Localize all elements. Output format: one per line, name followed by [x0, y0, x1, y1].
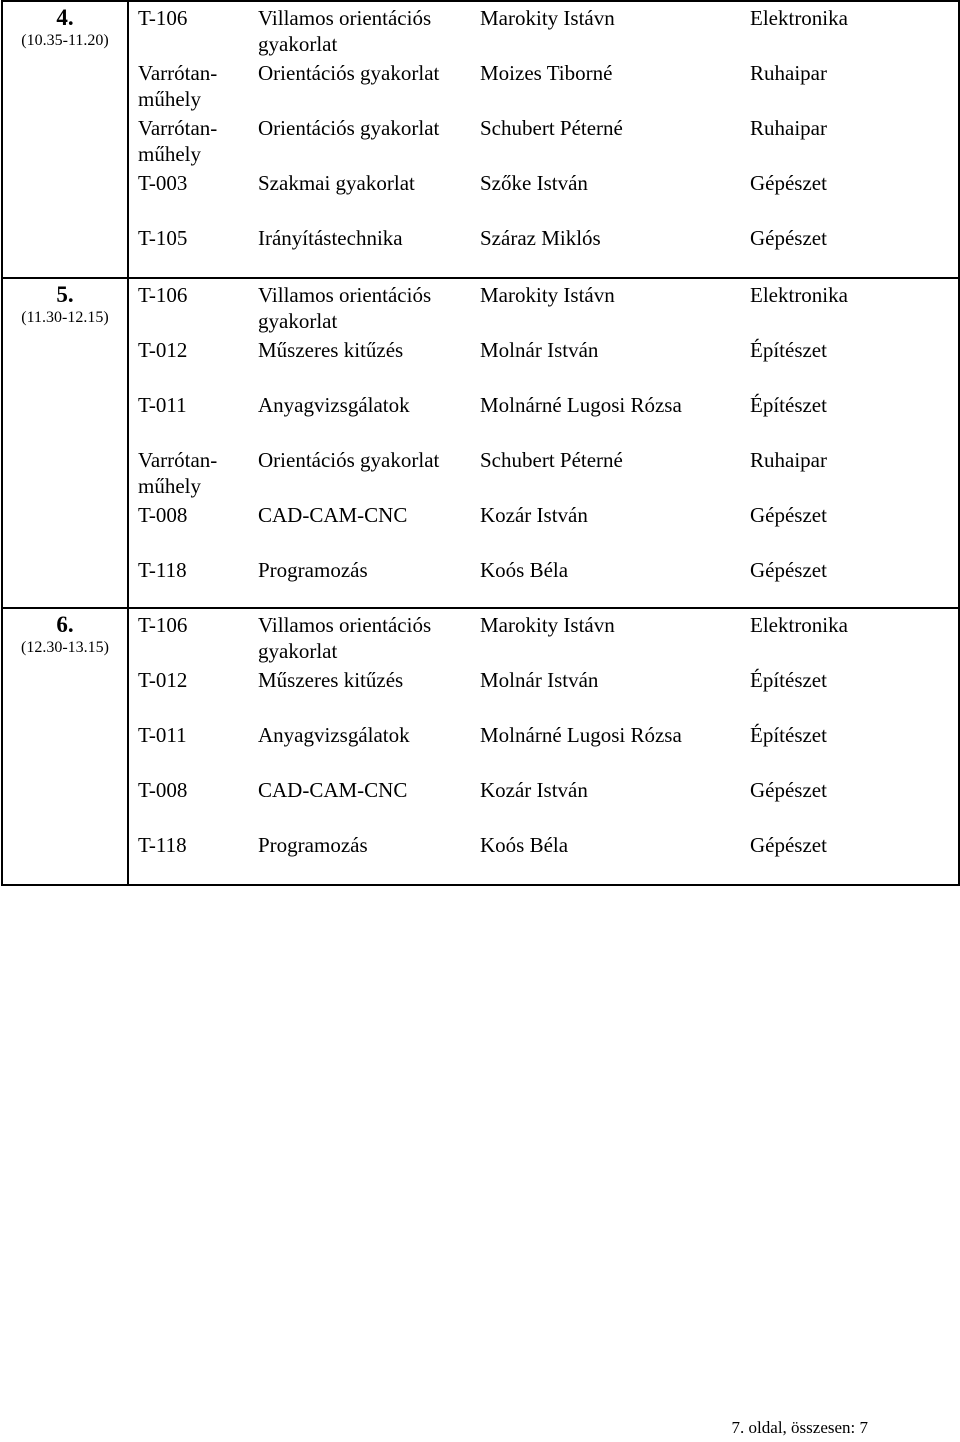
- lesson-cell: [3, 609, 129, 884]
- lesson-number: 5.: [56, 282, 74, 307]
- department-cell: Gépészet: [750, 226, 827, 250]
- teacher-cell: Koós Béla: [480, 833, 569, 857]
- table-row: [129, 222, 958, 277]
- room-cell: Varrótan-műhely: [138, 61, 218, 111]
- department-cell: Elektronika: [750, 613, 848, 637]
- room-cell: T-008: [138, 503, 188, 527]
- subject-cell: Műszeres kitűzés: [258, 338, 404, 362]
- teacher-cell: Schubert Péterné: [480, 448, 623, 472]
- teacher-cell: Molnárné Lugosi Rózsa: [480, 723, 682, 747]
- teacher-cell: Molnárné Lugosi Rózsa: [480, 393, 682, 417]
- schedule-table: [1, 0, 960, 886]
- room-cell: T-118: [138, 558, 187, 582]
- department-cell: Gépészet: [750, 833, 827, 857]
- teacher-cell: Szőke István: [480, 171, 588, 195]
- subject-cell: Programozás: [258, 833, 368, 857]
- department-cell: Építészet: [750, 723, 827, 747]
- subject-cell: Villamos orientációs gyakorlat: [258, 613, 432, 663]
- table-row: [129, 774, 958, 829]
- department-cell: Építészet: [750, 393, 827, 417]
- subject-cell: Anyagvizsgálatok: [258, 393, 410, 417]
- subject-cell: Irányítástechnika: [258, 226, 403, 250]
- table-row: [129, 554, 958, 607]
- department-cell: Gépészet: [750, 171, 827, 195]
- teacher-cell: Kozár István: [480, 503, 588, 527]
- table-row: [129, 57, 958, 112]
- subject-cell: Anyagvizsgálatok: [258, 723, 410, 747]
- lesson-time: (11.30-12.15): [21, 309, 109, 326]
- lesson-number: 6.: [56, 612, 74, 637]
- subject-cell: CAD-CAM-CNC: [258, 503, 408, 527]
- room-cell: T-106: [138, 6, 188, 30]
- subject-cell: Műszeres kitűzés: [258, 668, 404, 692]
- table-row: [129, 664, 958, 719]
- teacher-cell: Molnár István: [480, 338, 599, 362]
- room-cell: T-105: [138, 226, 188, 250]
- department-cell: Gépészet: [750, 778, 827, 802]
- department-cell: Gépészet: [750, 503, 827, 527]
- lesson-block: [3, 2, 958, 277]
- teacher-cell: Kozár István: [480, 778, 588, 802]
- department-cell: Ruhaipar: [750, 61, 827, 85]
- page-footer: 7. oldal, összesen: 7: [731, 1418, 868, 1437]
- room-cell: T-118: [138, 833, 187, 857]
- room-cell: T-106: [138, 613, 188, 637]
- room-cell: T-106: [138, 283, 188, 307]
- table-row: [129, 499, 958, 554]
- room-cell: T-011: [138, 723, 187, 747]
- room-cell: T-003: [138, 171, 188, 195]
- lesson-block: [3, 277, 958, 607]
- department-cell: Ruhaipar: [750, 448, 827, 472]
- department-cell: Elektronika: [750, 6, 848, 30]
- subject-cell: Orientációs gyakorlat: [258, 61, 440, 85]
- room-cell: Varrótan-műhely: [138, 448, 218, 498]
- lesson-block: [3, 607, 958, 884]
- department-cell: Ruhaipar: [750, 116, 827, 140]
- department-cell: Elektronika: [750, 283, 848, 307]
- teacher-cell: Marokity Istávn: [480, 6, 615, 30]
- table-row: [129, 829, 958, 884]
- teacher-cell: Schubert Péterné: [480, 116, 623, 140]
- table-row: [129, 2, 958, 57]
- department-cell: Építészet: [750, 338, 827, 362]
- teacher-cell: Koós Béla: [480, 558, 569, 582]
- lesson-cell: [3, 279, 129, 607]
- room-cell: Varrótan-műhely: [138, 116, 218, 166]
- table-row: [129, 279, 958, 334]
- lesson-time: (10.35-11.20): [21, 32, 109, 49]
- room-cell: T-011: [138, 393, 187, 417]
- room-cell: T-012: [138, 338, 188, 362]
- subject-cell: Villamos orientációs gyakorlat: [258, 6, 432, 56]
- teacher-cell: Száraz Miklós: [480, 226, 601, 250]
- room-cell: T-008: [138, 778, 188, 802]
- department-cell: Gépészet: [750, 558, 827, 582]
- subject-cell: Orientációs gyakorlat: [258, 116, 440, 140]
- department-cell: Építészet: [750, 668, 827, 692]
- room-cell: T-012: [138, 668, 188, 692]
- teacher-cell: Molnár István: [480, 668, 599, 692]
- table-row: [129, 334, 958, 389]
- subject-cell: Villamos orientációs gyakorlat: [258, 283, 432, 333]
- table-row: [129, 112, 958, 167]
- lesson-number: 4.: [56, 5, 74, 30]
- subject-cell: Szakmai gyakorlat: [258, 171, 415, 195]
- lesson-time: (12.30-13.15): [21, 639, 109, 656]
- table-row: [129, 389, 958, 444]
- table-row: [129, 609, 958, 664]
- teacher-cell: Marokity Istávn: [480, 613, 615, 637]
- table-row: [129, 444, 958, 499]
- subject-cell: Orientációs gyakorlat: [258, 448, 440, 472]
- subject-cell: Programozás: [258, 558, 368, 582]
- teacher-cell: Marokity Istávn: [480, 283, 615, 307]
- table-row: [129, 167, 958, 222]
- table-row: [129, 719, 958, 774]
- lesson-cell: [3, 2, 129, 277]
- teacher-cell: Moizes Tiborné: [480, 61, 613, 85]
- subject-cell: CAD-CAM-CNC: [258, 778, 408, 802]
